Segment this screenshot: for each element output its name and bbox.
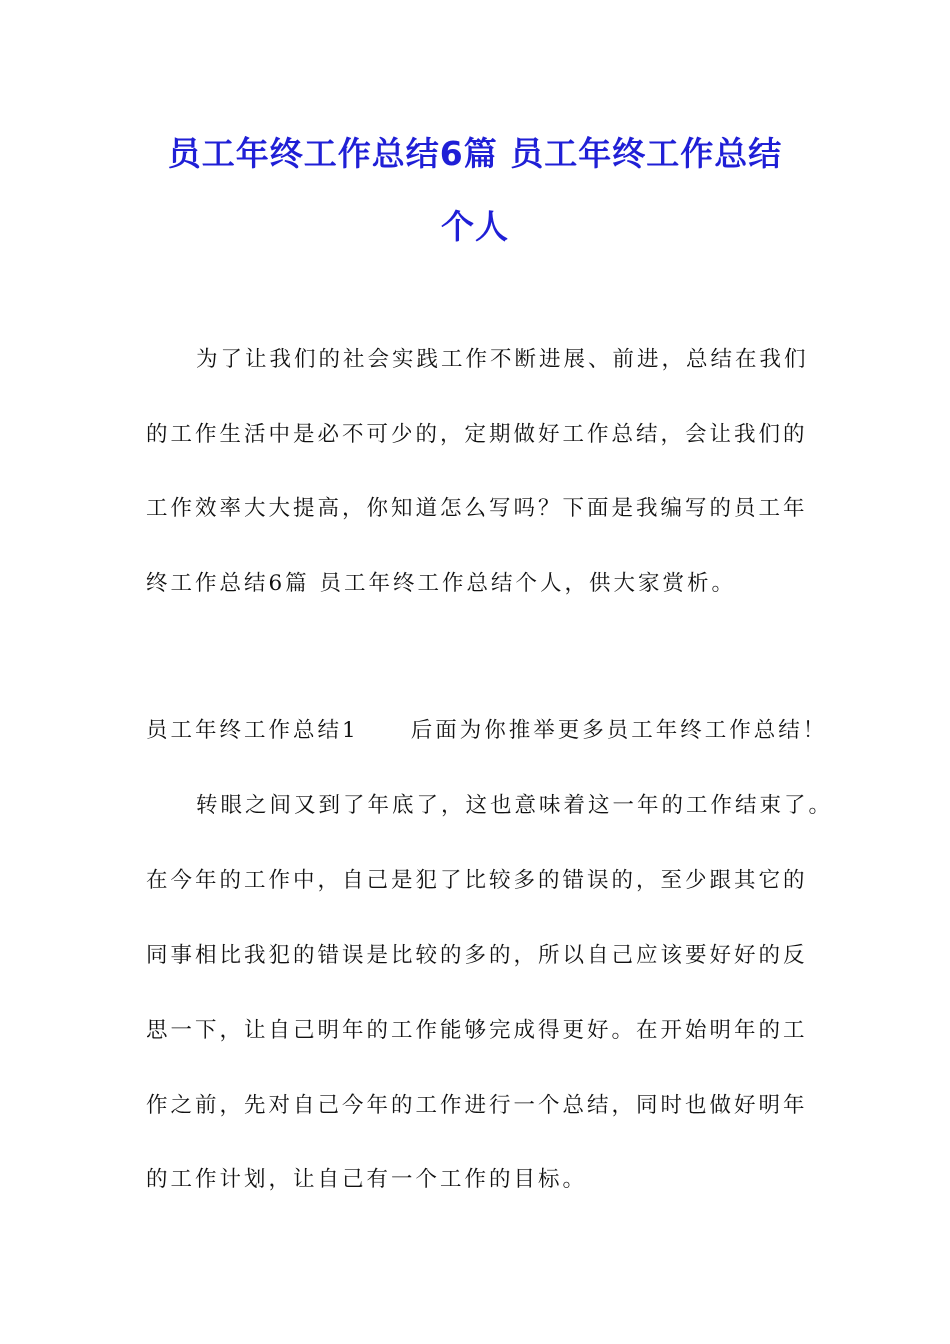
section-line-2: 在今年的工作中，自己是犯了比较多的错误的，至少跟其它的 [146,868,808,893]
section-line-1: 转眼之间又到了年底了，这也意味着这一年的工作结束了。 [196,793,834,818]
document-title-line-2: 个人 [441,207,509,246]
section-heading-link[interactable]: 后面为你推举更多员工年终工作总结！ [410,718,828,743]
section-heading-row [146,716,866,746]
section-heading: 员工年终工作总结1 [146,718,359,743]
intro-line-4: 终工作总结6篇 员工年终工作总结个人，供大家赏析。 [146,571,737,596]
intro-line-3: 工作效率大大提高，你知道怎么写吗？下面是我编写的员工年 [146,496,808,521]
section-line-6: 的工作计划，让自己有一个工作的目标。 [146,1167,588,1192]
section-line-4: 思一下，让自己明年的工作能够完成得更好。在开始明年的工 [146,1018,808,1043]
section-line-5: 作之前，先对自己今年的工作进行一个总结，同时也做好明年 [146,1093,808,1118]
document-title-line-1: 员工年终工作总结6篇 员工年终工作总结 [167,134,783,173]
intro-line-1: 为了让我们的社会实践工作不断进展、前进，总结在我们 [196,347,809,372]
intro-line-2: 的工作生活中是必不可少的，定期做好工作总结，会让我们的 [146,422,808,447]
section-line-3: 同事相比我犯的错误是比较的多的，所以自己应该要好好的反 [146,943,808,968]
